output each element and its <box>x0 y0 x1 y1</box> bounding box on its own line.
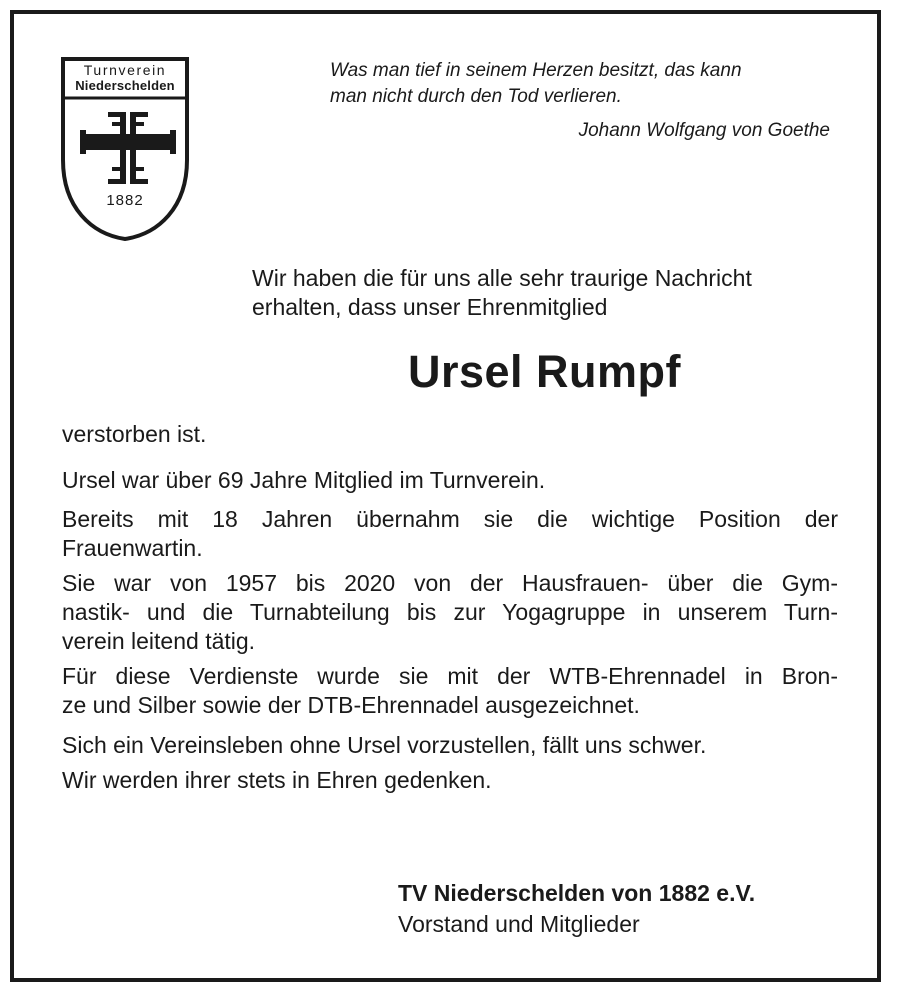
paragraph-gedenken: Wir werden ihrer stets in Ehren gedenken. <box>62 767 492 793</box>
paragraph-leadership <box>62 569 838 656</box>
paragraph-line: Frauenwartin. <box>62 535 203 561</box>
paragraph-line: Bereits mit 18 Jahren übernahm sie die wichtige Position der <box>62 506 838 532</box>
signature-board: Vorstand und Mitglieder <box>398 911 640 937</box>
paragraph-line: verein leitend tätig. <box>62 628 256 654</box>
intro-line-1: Wir haben die für uns alle sehr traurige Nachricht <box>252 265 752 291</box>
logo-year: 1882 <box>106 192 144 209</box>
paragraph-line: Für diese Verdienste wurde sie mit der WTB-Ehrennadel in Bron- <box>62 663 838 689</box>
paragraph-line: Sie war von 1957 bis 2020 von der Hausfrauen- über die Gym- <box>62 570 838 596</box>
intro-line-2: erhalten, dass unser Ehrenmitglied <box>252 294 608 320</box>
verstorben-text: verstorben ist. <box>62 421 207 447</box>
signature-block <box>398 878 755 940</box>
paragraph-membership: Ursel war über 69 Jahre Mitglied im Turnverein. <box>62 467 546 493</box>
quote-author: Johann Wolfgang von Goethe <box>578 120 830 141</box>
deceased-name: Ursel Rumpf <box>407 346 682 397</box>
club-logo <box>60 56 190 242</box>
logo-line-turnverein: Turnverein <box>83 62 167 78</box>
paragraph-vereinsleben: Sich ein Vereinsleben ohne Ursel vorzustellen, fällt uns schwer. <box>62 732 707 758</box>
paragraph-line: nastik- und die Turnabteilung bis zur Yogagruppe in unserem Turn- <box>62 599 838 625</box>
logo-line-niederschelden: Niederschelden <box>75 78 175 93</box>
goethe-quote <box>330 58 830 110</box>
paragraph-line: ze und Silber sowie der DTB-Ehrennadel ausgezeichnet. <box>62 692 640 718</box>
intro-text <box>252 264 852 322</box>
signature-organization: TV Niederschelden von 1882 e.V. <box>398 880 756 906</box>
quote-line-2: man nicht durch den Tod verlieren. <box>330 86 622 107</box>
quote-line-1: Was man tief in seinem Herzen besitzt, das kann <box>330 60 742 81</box>
paragraph-awards <box>62 662 838 720</box>
paragraph-frauenwartin <box>62 505 838 563</box>
